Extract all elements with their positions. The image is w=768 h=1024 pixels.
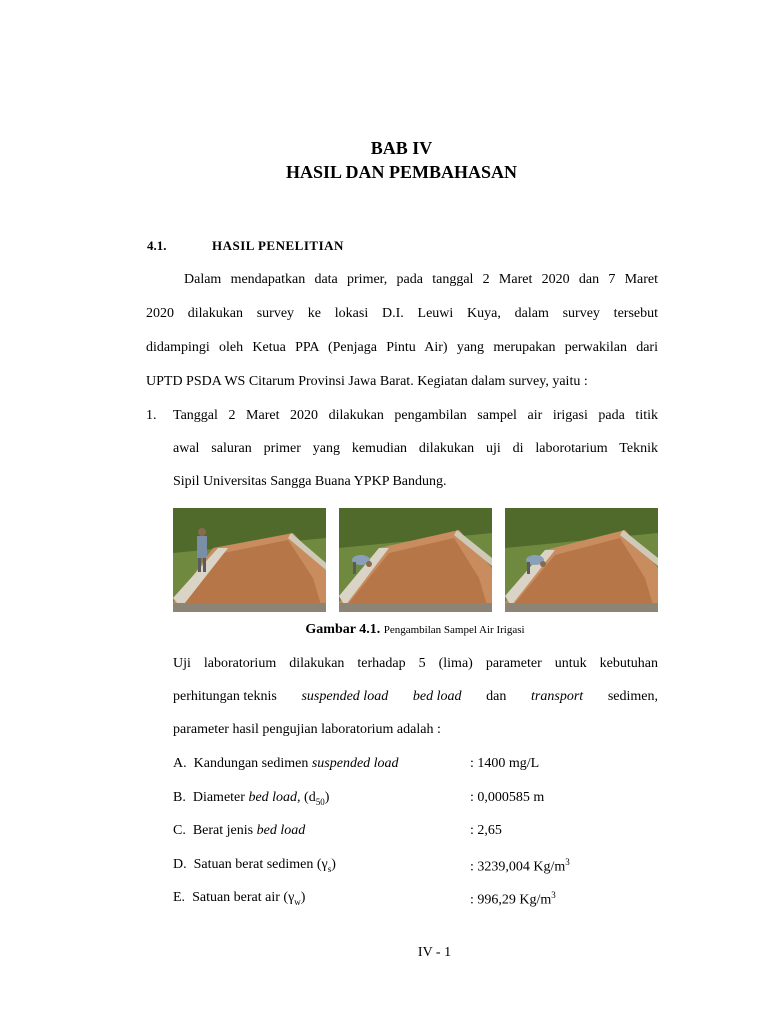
- paragraph-line: [173, 689, 658, 705]
- param-superscript: 3: [565, 857, 570, 867]
- text-run: suspended load: [301, 689, 389, 704]
- param-c: [173, 823, 305, 839]
- list-line: Tanggal 2 Maret 2020 dilakukan pengambilan sampel air irigasi pada titik: [173, 408, 658, 423]
- param-d: [173, 857, 336, 874]
- param-symbol-end: ): [300, 890, 306, 905]
- text-run: dan: [486, 689, 507, 704]
- list-line: awal saluran primer yang kemudian dilakukan uji di laborotarium Teknik: [173, 441, 658, 456]
- param-label: Diameter: [192, 790, 245, 805]
- param-b-value: : 0,000585 m: [470, 790, 545, 805]
- photo-sampling-2: [339, 508, 492, 612]
- param-label: Satuan berat air (: [192, 890, 289, 905]
- section-title: HASIL PENELITIAN: [212, 238, 344, 253]
- param-d-value: [470, 857, 570, 876]
- figure-label: Gambar 4.1.: [305, 622, 381, 637]
- list-line: Sipil Universitas Sangga Buana YPKP Bandung.: [173, 474, 447, 489]
- param-value-text: : 3239,004 Kg/m: [470, 859, 566, 875]
- photo-sampling-1: [173, 508, 326, 612]
- text-run: sedimen,: [607, 689, 658, 704]
- param-label-italic: suspended load: [311, 756, 399, 771]
- paragraph-line: parameter hasil pengujian laboratorium adalah :: [173, 722, 441, 737]
- param-letter: D.: [173, 857, 187, 872]
- param-c-value: : 2,65: [470, 823, 502, 838]
- param-subscript: s: [327, 863, 332, 874]
- param-letter: B.: [173, 790, 186, 805]
- text-run: transport: [531, 689, 584, 704]
- param-a: [173, 756, 399, 772]
- text-run: perhitungan teknis: [173, 689, 277, 704]
- text-run: bed load: [412, 689, 462, 704]
- param-e: [173, 890, 305, 907]
- param-e-value: [470, 890, 556, 909]
- paragraph-line: UPTD PSDA WS Citarum Provinsi Jawa Barat. Kegiatan dalam survey, yaitu :: [146, 374, 588, 389]
- figure-caption-text: Pengambilan Sampel Air Irigasi: [383, 624, 525, 636]
- photo-sampling-3: [505, 508, 658, 612]
- param-symbol: (d: [304, 790, 316, 805]
- param-label: Satuan berat sedimen (: [193, 857, 322, 872]
- param-a-value: : 1400 mg/L: [470, 756, 540, 771]
- section-number: 4.1.: [147, 238, 167, 253]
- param-symbol: γ: [321, 857, 328, 872]
- page-number: IV - 1: [417, 945, 452, 960]
- param-label: Berat jenis: [192, 823, 254, 838]
- paragraph-line: Uji laboratorium dilakukan terhadap 5 (lima) parameter untuk kebutuhan: [173, 656, 658, 671]
- param-symbol-end: ): [331, 857, 336, 872]
- param-letter: A.: [173, 756, 187, 771]
- param-symbol: γ: [288, 890, 295, 905]
- param-label-italic: bed load,: [248, 790, 301, 805]
- list-number: 1.: [146, 408, 157, 423]
- param-symbol-end: ): [324, 790, 330, 805]
- paragraph-line: 2020 dilakukan survey ke lokasi D.I. Leuwi Kuya, dalam survey tersebut: [146, 306, 658, 321]
- param-label-italic: bed load: [256, 823, 306, 838]
- param-letter: E.: [173, 890, 186, 905]
- figure-caption: [0, 622, 768, 638]
- param-letter: C.: [173, 823, 186, 838]
- param-label: Kandungan sedimen: [193, 756, 309, 771]
- param-superscript: 3: [551, 890, 556, 900]
- param-subscript: w: [294, 896, 301, 907]
- chapter-title: HASIL DAN PEMBAHASAN: [285, 162, 518, 182]
- param-value-text: : 996,29 Kg/m: [470, 892, 552, 908]
- chapter-number: BAB IV: [370, 138, 433, 158]
- param-b: [173, 790, 329, 807]
- paragraph-line: didampingi oleh Ketua PPA (Penjaga Pintu Air) yang merupakan perwakilan dari: [146, 340, 658, 355]
- param-subscript: 50: [315, 796, 325, 807]
- paragraph-line: Dalam mendapatkan data primer, pada tanggal 2 Maret 2020 dan 7 Maret: [184, 272, 658, 287]
